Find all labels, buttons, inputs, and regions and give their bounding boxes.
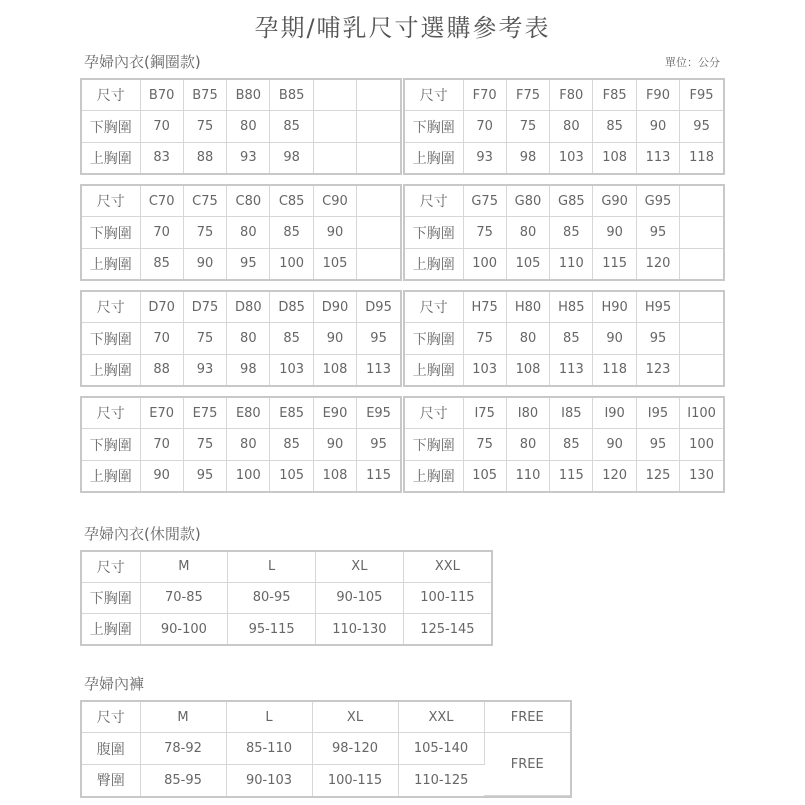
- table-cell: 85: [550, 217, 593, 249]
- table-row: [82, 217, 400, 249]
- table-cell: [313, 111, 356, 143]
- row-header-cell: 下胸圍: [405, 217, 463, 249]
- table-cell: 110-130: [316, 614, 404, 644]
- table-cell: 115: [550, 460, 593, 491]
- table-cell: 98: [270, 142, 313, 173]
- row-header-cell: 尺寸: [82, 398, 140, 429]
- table-row: [82, 733, 570, 765]
- row-header-cell: 尺寸: [82, 702, 140, 733]
- table-cell: [357, 217, 400, 249]
- row-header-cell: 下胸圍: [405, 429, 463, 461]
- table-cell: I85: [550, 398, 593, 429]
- table-row: [82, 429, 400, 461]
- table-row: [82, 398, 400, 429]
- panties-size-table: [80, 700, 572, 798]
- table-cell: 110: [506, 460, 549, 491]
- table-cell: H90: [593, 292, 636, 323]
- table-cell: 100: [270, 248, 313, 279]
- table-cell: 70: [140, 429, 183, 461]
- table-cell: B75: [183, 80, 226, 111]
- table-cell: 75: [183, 323, 226, 355]
- table-cell: 103: [463, 354, 506, 385]
- table-cell: 125: [636, 460, 679, 491]
- table-cell: 80: [227, 429, 270, 461]
- table-cell: E80: [227, 398, 270, 429]
- row-header-cell: 尺寸: [82, 292, 140, 323]
- table-row: [405, 80, 723, 111]
- table-cell: 95: [636, 323, 679, 355]
- table-cell: 90: [313, 217, 356, 249]
- table-cell: 70: [463, 111, 506, 143]
- table-cell: 90: [313, 323, 356, 355]
- table-cell: 120: [636, 248, 679, 279]
- table-cell: 85-95: [140, 765, 226, 796]
- table-cell: 110-125: [414, 772, 469, 788]
- row-header-cell: 下胸圍: [82, 429, 140, 461]
- table-cell: G80: [506, 186, 549, 217]
- table-cell: D95: [357, 292, 400, 323]
- table-cell: 90: [593, 323, 636, 355]
- section-title-casual: 孕婦內衣(休閒款): [84, 525, 201, 543]
- row-header-cell: 上胸圍: [82, 614, 140, 644]
- table-cell: 130: [689, 468, 714, 484]
- table-cell: 85-110: [226, 733, 312, 765]
- table-cell: F70: [463, 80, 506, 111]
- table-cell: [357, 186, 400, 217]
- row-header-cell: 上胸圍: [405, 142, 463, 173]
- row-header-cell: 下胸圍: [82, 323, 140, 355]
- column-header-cell: XL: [312, 702, 398, 733]
- table-cell: 80: [227, 217, 270, 249]
- table-row: [82, 80, 400, 111]
- underwire-size-table: [403, 396, 725, 493]
- table-cell: I100: [680, 398, 723, 429]
- table-cell: H95: [636, 292, 679, 323]
- section-title-underwire: 孕婦內衣(鋼圈款): [84, 53, 201, 71]
- row-header-cell: 上胸圍: [82, 248, 140, 279]
- table-cell: E75: [183, 398, 226, 429]
- table-cell: D80: [227, 292, 270, 323]
- underwire-size-table: [80, 396, 402, 493]
- table-cell: 95: [636, 217, 679, 249]
- table-row: [82, 460, 400, 491]
- row-header-cell: 上胸圍: [405, 248, 463, 279]
- table-cell: 75: [463, 323, 506, 355]
- table-cell: 70-85: [140, 582, 228, 613]
- table-cell: H85: [550, 292, 593, 323]
- section-title-panties: 孕婦內褲: [84, 675, 145, 693]
- row-header-cell: 下胸圍: [405, 323, 463, 355]
- table-row: [405, 323, 723, 355]
- table-cell: [680, 186, 723, 217]
- row-header-cell: 下胸圍: [82, 111, 140, 143]
- table-cell: H75: [463, 292, 506, 323]
- row-header-cell: 尺寸: [82, 186, 140, 217]
- table-cell: 123: [636, 354, 679, 385]
- table-cell: [680, 248, 723, 279]
- table-cell: [680, 217, 723, 249]
- table-cell: [680, 354, 723, 385]
- table-cell: 118: [689, 150, 714, 166]
- row-header-cell: 臀圍: [82, 765, 140, 796]
- table-cell: 95: [680, 111, 723, 143]
- table-cell: D90: [313, 292, 356, 323]
- table-cell: XXL: [403, 552, 491, 582]
- table-cell: 90-103: [226, 765, 312, 796]
- row-header-cell: 下胸圍: [82, 217, 140, 249]
- row-header-cell: 上胸圍: [82, 354, 140, 385]
- table-cell: 75: [183, 217, 226, 249]
- table-row: [405, 248, 723, 279]
- table-cell: 85: [140, 248, 183, 279]
- table-cell: G85: [550, 186, 593, 217]
- table-cell: I90: [593, 398, 636, 429]
- table-cell: C85: [270, 186, 313, 217]
- table-cell: 95: [357, 323, 400, 355]
- table-cell: 105: [463, 460, 506, 491]
- table-cell: I95: [636, 398, 679, 429]
- table-cell: 85: [593, 111, 636, 143]
- table-cell: 95: [357, 429, 400, 461]
- table-header-row: [82, 702, 570, 733]
- table-cell: B70: [140, 80, 183, 111]
- casual-size-table: [80, 550, 493, 646]
- row-header-cell: 尺寸: [82, 80, 140, 111]
- table-cell: 105-140: [398, 733, 484, 765]
- table-cell: 93: [227, 142, 270, 173]
- underwire-size-table: [80, 290, 402, 387]
- table-cell: E95: [357, 398, 400, 429]
- table-cell: F95: [680, 80, 723, 111]
- row-header-cell: 上胸圍: [405, 460, 463, 491]
- table-cell: 78-92: [140, 733, 226, 765]
- table-row: [405, 142, 723, 173]
- table-row: [82, 142, 400, 173]
- free-size-cell: FREE: [484, 733, 570, 796]
- row-header-cell: 尺寸: [82, 552, 140, 582]
- table-cell: C70: [140, 186, 183, 217]
- table-row: [82, 248, 400, 279]
- table-cell: D85: [270, 292, 313, 323]
- column-header-cell: FREE: [484, 702, 570, 733]
- row-header-cell: 尺寸: [405, 398, 463, 429]
- table-cell: 90: [593, 429, 636, 461]
- table-cell: 80: [550, 111, 593, 143]
- table-cell: 90: [593, 217, 636, 249]
- table-cell: 108: [313, 460, 356, 491]
- table-cell: 75: [183, 111, 226, 143]
- table-cell: 105: [506, 248, 549, 279]
- table-cell: [357, 142, 400, 173]
- table-cell: 113: [366, 362, 391, 378]
- row-header-cell: 下胸圍: [82, 582, 140, 613]
- table-cell: 90: [140, 460, 183, 491]
- table-cell: I75: [463, 398, 506, 429]
- table-cell: G90: [593, 186, 636, 217]
- table-cell: M: [140, 552, 228, 582]
- table-cell: [357, 111, 400, 143]
- column-header-cell: XXL: [398, 702, 484, 733]
- table-cell: [680, 323, 723, 355]
- table-cell: 95: [183, 460, 226, 491]
- table-cell: 110: [550, 248, 593, 279]
- table-cell: [313, 80, 356, 111]
- row-header-cell: 上胸圍: [405, 354, 463, 385]
- table-cell: B80: [227, 80, 270, 111]
- table-cell: 70: [140, 323, 183, 355]
- table-cell: 90: [636, 111, 679, 143]
- row-header-cell: 上胸圍: [82, 460, 140, 491]
- row-header-cell: 腹圍: [82, 733, 140, 765]
- table-cell: G75: [463, 186, 506, 217]
- table-row: [405, 111, 723, 143]
- table-cell: 80: [506, 217, 549, 249]
- table-row: [405, 186, 723, 217]
- table-cell: 90: [313, 429, 356, 461]
- table-cell: E85: [270, 398, 313, 429]
- table-cell: 80: [506, 429, 549, 461]
- table-cell: F90: [636, 80, 679, 111]
- table-cell: 83: [140, 142, 183, 173]
- table-cell: C90: [313, 186, 356, 217]
- table-cell: 120: [593, 460, 636, 491]
- table-cell: E90: [313, 398, 356, 429]
- table-cell: 80: [506, 323, 549, 355]
- table-cell: C75: [183, 186, 226, 217]
- table-cell: F85: [593, 80, 636, 111]
- underwire-size-table: [80, 184, 402, 281]
- table-row: [405, 217, 723, 249]
- table-cell: 85: [550, 323, 593, 355]
- table-cell: 70: [140, 111, 183, 143]
- table-cell: 108: [313, 354, 356, 385]
- table-row: [82, 582, 491, 613]
- column-header-cell: L: [226, 702, 312, 733]
- table-cell: 85: [270, 217, 313, 249]
- table-cell: 100: [227, 460, 270, 491]
- table-cell: 70: [140, 217, 183, 249]
- table-row: [405, 292, 723, 323]
- table-cell: 100: [680, 429, 723, 461]
- table-cell: 88: [140, 354, 183, 385]
- table-cell: E70: [140, 398, 183, 429]
- underwire-size-table: [403, 184, 725, 281]
- table-cell: 100-115: [403, 582, 491, 613]
- underwire-size-table: [403, 290, 725, 387]
- table-cell: H80: [506, 292, 549, 323]
- table-cell: G95: [636, 186, 679, 217]
- table-cell: 85: [550, 429, 593, 461]
- table-cell: 95: [636, 429, 679, 461]
- table-cell: 85: [270, 111, 313, 143]
- table-cell: D75: [183, 292, 226, 323]
- table-cell: 108: [506, 354, 549, 385]
- table-cell: 115: [593, 248, 636, 279]
- row-header-cell: 尺寸: [405, 80, 463, 111]
- table-cell: 85: [270, 429, 313, 461]
- table-row: [405, 354, 723, 385]
- table-cell: F80: [550, 80, 593, 111]
- table-cell: 105: [270, 460, 313, 491]
- table-cell: 80-95: [228, 582, 316, 613]
- row-header-cell: 上胸圍: [82, 142, 140, 173]
- column-header-cell: M: [140, 702, 226, 733]
- table-cell: 113: [550, 354, 593, 385]
- table-row: [82, 614, 491, 644]
- table-cell: D70: [140, 292, 183, 323]
- table-cell: C80: [227, 186, 270, 217]
- table-cell: 75: [183, 429, 226, 461]
- table-cell: 103: [270, 354, 313, 385]
- table-cell: 75: [506, 111, 549, 143]
- table-cell: [313, 142, 356, 173]
- table-cell: 113: [636, 142, 679, 173]
- underwire-size-table: [403, 78, 725, 175]
- table-cell: 98-120: [312, 733, 398, 765]
- table-row: [405, 429, 723, 461]
- table-cell: 98: [227, 354, 270, 385]
- table-row: [405, 398, 723, 429]
- table-cell: [680, 292, 723, 323]
- table-cell: 93: [463, 142, 506, 173]
- table-cell: 90-105: [316, 582, 404, 613]
- table-cell: 98: [506, 142, 549, 173]
- table-row: [82, 111, 400, 143]
- table-cell: 80: [227, 111, 270, 143]
- row-header-cell: 尺寸: [405, 292, 463, 323]
- table-cell: 125-145: [420, 621, 475, 637]
- underwire-size-table: [80, 78, 402, 175]
- table-cell: 90-100: [140, 614, 228, 644]
- table-cell: B85: [270, 80, 313, 111]
- page-title: 孕期/哺乳尺寸選購參考表: [254, 14, 551, 42]
- table-cell: 80: [227, 323, 270, 355]
- row-header-cell: 尺寸: [405, 186, 463, 217]
- table-cell: 75: [463, 429, 506, 461]
- table-cell: 93: [183, 354, 226, 385]
- table-cell: L: [228, 552, 316, 582]
- table-cell: I80: [506, 398, 549, 429]
- table-cell: 88: [183, 142, 226, 173]
- table-row: [82, 323, 400, 355]
- table-cell: 100: [463, 248, 506, 279]
- table-cell: 118: [593, 354, 636, 385]
- table-row: [82, 292, 400, 323]
- table-cell: 85: [270, 323, 313, 355]
- table-row: [405, 460, 723, 491]
- table-cell: XL: [316, 552, 404, 582]
- table-cell: [357, 248, 400, 279]
- table-cell: 105: [313, 248, 356, 279]
- table-row: [82, 186, 400, 217]
- table-cell: 100-115: [312, 765, 398, 796]
- row-header-cell: 下胸圍: [405, 111, 463, 143]
- table-cell: 103: [550, 142, 593, 173]
- table-cell: [357, 80, 400, 111]
- table-cell: 108: [593, 142, 636, 173]
- table-row: [82, 354, 400, 385]
- unit-label: 單位：公分: [665, 56, 720, 69]
- table-row: [82, 552, 491, 582]
- table-cell: 95-115: [228, 614, 316, 644]
- table-cell: 90: [183, 248, 226, 279]
- table-cell: F75: [506, 80, 549, 111]
- table-cell: 75: [463, 217, 506, 249]
- table-cell: 115: [366, 468, 391, 484]
- table-cell: 95: [227, 248, 270, 279]
